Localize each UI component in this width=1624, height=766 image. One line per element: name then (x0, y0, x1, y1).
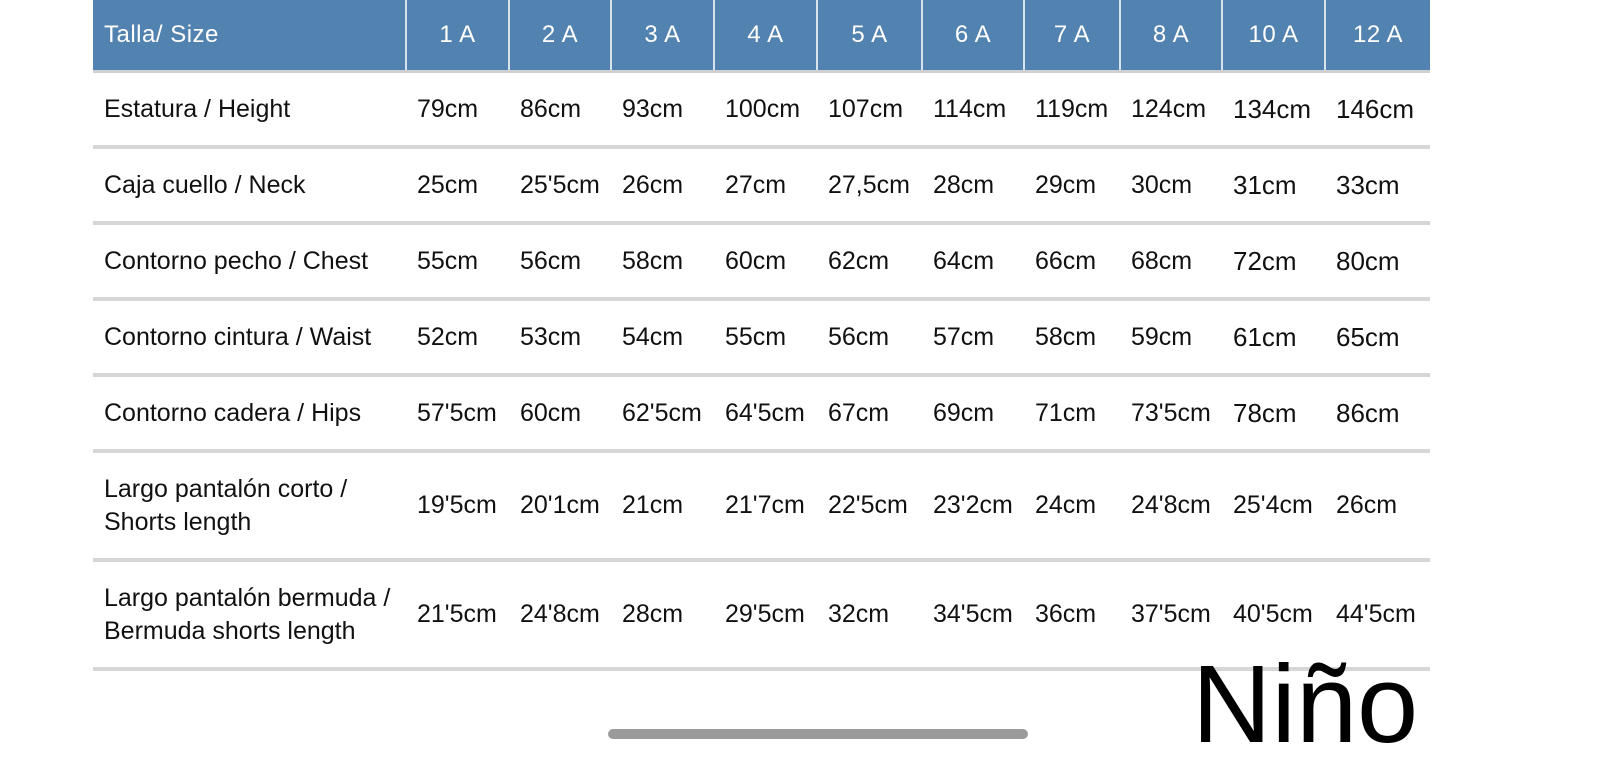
size-chart-table (93, 0, 1430, 671)
row-label: Estatura / Height (93, 72, 406, 148)
table-cell: 25'5cm (509, 147, 611, 223)
table-cell: 56cm (509, 223, 611, 299)
table-cell: 60cm (714, 223, 817, 299)
table-row-neck (93, 147, 1430, 223)
table-cell: 100cm (714, 72, 817, 148)
table-cell: 68cm (1120, 223, 1222, 299)
table-cell: 20'1cm (509, 451, 611, 560)
table-cell: 114cm (922, 72, 1024, 148)
table-row-shorts-length (93, 451, 1430, 560)
table-cell: 21'7cm (714, 451, 817, 560)
table-cell: 21cm (611, 451, 714, 560)
table-cell: 28cm (611, 560, 714, 669)
table-cell: 57cm (922, 299, 1024, 375)
table-cell: 58cm (1024, 299, 1120, 375)
table-cell: 55cm (406, 223, 509, 299)
size-header-cell: 8 A (1120, 0, 1222, 72)
size-chart-table-container (93, 0, 1430, 671)
table-cell: 27cm (714, 147, 817, 223)
table-cell: 71cm (1024, 375, 1120, 451)
header-row (93, 0, 1430, 72)
table-cell: 28cm (922, 147, 1024, 223)
size-chart-body (93, 72, 1430, 670)
table-cell: 62cm (817, 223, 922, 299)
table-cell: 24'8cm (509, 560, 611, 669)
table-cell: 134cm (1222, 72, 1325, 148)
table-cell: 86cm (509, 72, 611, 148)
table-cell: 54cm (611, 299, 714, 375)
table-cell: 55cm (714, 299, 817, 375)
table-cell: 57'5cm (406, 375, 509, 451)
table-cell: 30cm (1120, 147, 1222, 223)
size-header-cell: 5 A (817, 0, 922, 72)
table-cell: 21'5cm (406, 560, 509, 669)
row-label: Caja cuello / Neck (93, 147, 406, 223)
table-cell: 59cm (1120, 299, 1222, 375)
row-label: Contorno cadera / Hips (93, 375, 406, 451)
table-cell: 66cm (1024, 223, 1120, 299)
table-cell: 62'5cm (611, 375, 714, 451)
table-cell: 27,5cm (817, 147, 922, 223)
table-cell: 52cm (406, 299, 509, 375)
table-cell: 23'2cm (922, 451, 1024, 560)
table-cell: 29cm (1024, 147, 1120, 223)
size-header-cell: 1 A (406, 0, 509, 72)
table-cell: 25'4cm (1222, 451, 1325, 560)
table-cell: 119cm (1024, 72, 1120, 148)
row-label: Contorno pecho / Chest (93, 223, 406, 299)
size-header-cell: 10 A (1222, 0, 1325, 72)
table-cell: 29'5cm (714, 560, 817, 669)
table-cell: 24cm (1024, 451, 1120, 560)
table-cell: 24'8cm (1120, 451, 1222, 560)
table-cell: 26cm (1325, 451, 1430, 560)
table-cell: 78cm (1222, 375, 1325, 451)
table-cell: 93cm (611, 72, 714, 148)
table-cell: 40'5cm (1222, 560, 1325, 669)
size-header-cell: 2 A (509, 0, 611, 72)
table-cell: 26cm (611, 147, 714, 223)
size-header-cell: 12 A (1325, 0, 1430, 72)
table-row-chest (93, 223, 1430, 299)
table-cell: 146cm (1325, 72, 1430, 148)
table-cell: 64cm (922, 223, 1024, 299)
table-cell: 80cm (1325, 223, 1430, 299)
table-cell: 67cm (817, 375, 922, 451)
row-label: Largo pantalón bermuda / Bermuda shorts length (93, 560, 406, 669)
table-row-hips (93, 375, 1430, 451)
table-cell: 73'5cm (1120, 375, 1222, 451)
horizontal-scrollbar-thumb[interactable] (608, 729, 1028, 739)
table-cell: 107cm (817, 72, 922, 148)
table-cell: 22'5cm (817, 451, 922, 560)
table-cell: 19'5cm (406, 451, 509, 560)
table-cell: 58cm (611, 223, 714, 299)
table-cell: 56cm (817, 299, 922, 375)
table-cell: 25cm (406, 147, 509, 223)
table-row-waist (93, 299, 1430, 375)
table-cell: 44'5cm (1325, 560, 1430, 669)
table-cell: 36cm (1024, 560, 1120, 669)
category-title: Niño (1192, 643, 1419, 766)
table-cell: 33cm (1325, 147, 1430, 223)
table-cell: 124cm (1120, 72, 1222, 148)
row-label: Largo pantalón corto / Shorts length (93, 451, 406, 560)
table-cell: 61cm (1222, 299, 1325, 375)
table-cell: 60cm (509, 375, 611, 451)
table-cell: 72cm (1222, 223, 1325, 299)
table-cell: 31cm (1222, 147, 1325, 223)
row-label: Contorno cintura / Waist (93, 299, 406, 375)
header-label-cell: Talla/ Size (93, 0, 406, 72)
table-cell: 86cm (1325, 375, 1430, 451)
size-header-cell: 4 A (714, 0, 817, 72)
size-header-cell: 6 A (922, 0, 1024, 72)
table-cell: 32cm (817, 560, 922, 669)
table-cell: 65cm (1325, 299, 1430, 375)
table-cell: 79cm (406, 72, 509, 148)
size-header-cell: 3 A (611, 0, 714, 72)
size-chart-header (93, 0, 1430, 72)
table-row-height (93, 72, 1430, 148)
table-cell: 34'5cm (922, 560, 1024, 669)
table-cell: 53cm (509, 299, 611, 375)
table-cell: 64'5cm (714, 375, 817, 451)
table-cell: 69cm (922, 375, 1024, 451)
size-header-cell: 7 A (1024, 0, 1120, 72)
table-cell: 37'5cm (1120, 560, 1222, 669)
